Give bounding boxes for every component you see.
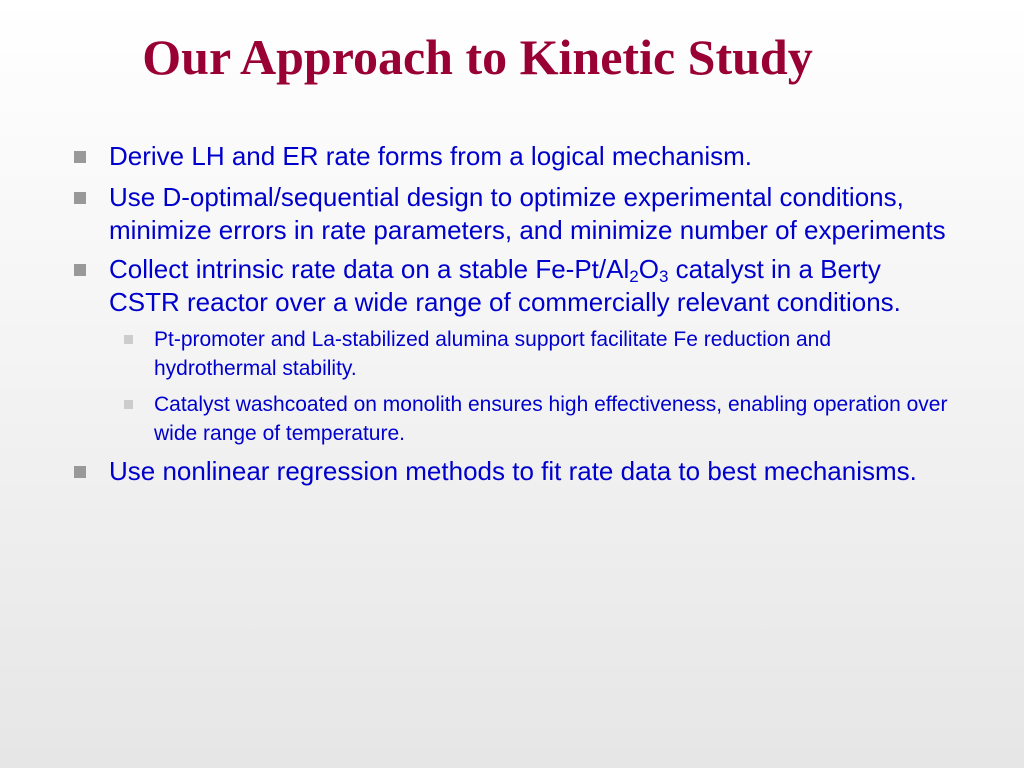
- bullet-text: Use nonlinear regression methods to fit rate data to best mechanisms.: [109, 456, 917, 486]
- subscript: 2: [629, 267, 639, 286]
- bullet-item-derive-rate-forms: [72, 140, 952, 173]
- square-bullet-icon: [74, 466, 86, 478]
- bullet-text: Use D-optimal/sequential design to optimize experimental conditions, minimize errors in rate parameters, and minimize number of experiments: [109, 182, 946, 245]
- bullet-list: [72, 140, 952, 494]
- sub-bullet-item-promoter: [72, 325, 952, 383]
- small-square-bullet-icon: [124, 400, 133, 409]
- subscript: 3: [658, 267, 669, 286]
- bullet-text: Derive LH and ER rate forms from a logical mechanism.: [109, 141, 753, 171]
- bullet-item-optimal-design: [72, 181, 952, 247]
- bullet-text-part: catalyst in a Berty CSTR reactor over a wide range of commercially relevant conditions.: [109, 254, 901, 317]
- small-square-bullet-icon: [124, 335, 133, 344]
- slide-title: Our Approach to Kinetic Study: [142, 29, 813, 85]
- bullet-text-part: O: [638, 254, 659, 284]
- sub-bullet-list: [72, 325, 952, 448]
- sub-bullet-item-washcoat: [72, 390, 952, 448]
- square-bullet-icon: [74, 264, 86, 276]
- square-bullet-icon: [74, 192, 86, 204]
- square-bullet-icon: [74, 151, 86, 163]
- sub-bullet-text: Catalyst washcoated on monolith ensures high effectiveness, enabling operation over wide range of temperature.: [154, 393, 948, 445]
- bullet-text-part: Collect intrinsic rate data on a stable Fe-Pt/Al: [109, 254, 630, 284]
- bullet-item-nonlinear-regression: [72, 455, 952, 488]
- bullet-text: [109, 254, 901, 317]
- sub-bullet-text: Pt-promoter and La-stabilized alumina support facilitate Fe reduction and hydrothermal stability.: [154, 328, 832, 380]
- bullet-item-collect-rate-data: [72, 253, 952, 319]
